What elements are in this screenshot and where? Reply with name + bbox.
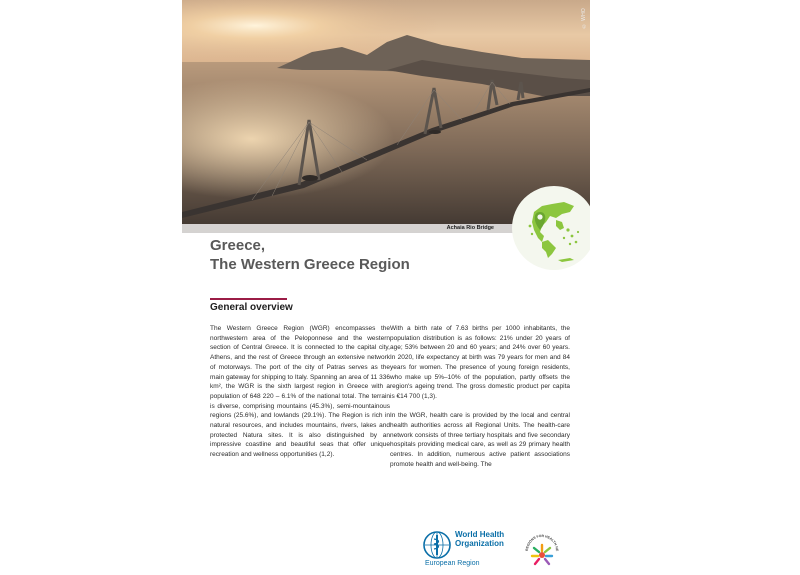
paragraph: The Western Greece Region (WGR) encompasses the northwestern area of the Peloponnese and the western section of Central Greece. It is connected to the capital city, Athens, and the rest of Greece through an extensive network of motorways. The port of the city of Patras serves as the main gateway for shipping to Italy. Spanning an area of 11 336 km², the WGR is the sixth largest region in Greece with a population of 648 220 – 6.1% of the national total. The terrain is diverse, comprising mountains (45.3%), semi-mountainous regions (25.6%), and lowlands (29.1%). The Region is rich in natural resources, and includes mountains, rivers, lakes and protected Natura sites. It is also distinguished by an impressive coastline and beautiful seas that offer unique recreation and wellness opportunities (1,2). — [210, 325, 390, 459]
greece-map-icon — [529, 202, 580, 262]
text-column-right — [390, 324, 570, 479]
paragraph: In the WGR, health care is provided by the local and central health authorities across all Regional Units. The health-care network consists of three tertiary hospitals and five secondary hospitals providing medical care, as well as 29 primary health centres. In addition, numerous active patient associations promote health and well-being. The — [390, 412, 570, 468]
title-line-2: The Western Greece Region — [210, 256, 410, 273]
region-map — [512, 186, 590, 270]
page-title — [210, 236, 410, 274]
photo-copyright: © WHO — [581, 8, 587, 29]
svg-text:REGIONS FOR HEALTH NETWORK: REGIONS FOR HEALTH NE — [524, 533, 560, 552]
regions-for-health-network-logo — [522, 529, 562, 573]
footer-logos — [182, 527, 590, 575]
who-emblem-icon — [422, 530, 452, 560]
text-column-left — [210, 324, 390, 470]
document-page — [182, 0, 590, 575]
title-line-1: Greece, — [210, 237, 266, 254]
photo-caption: Achaia Rio Bridge — [446, 225, 494, 231]
section-heading: General overview — [210, 302, 293, 313]
section-accent-rule — [210, 298, 287, 300]
who-logo-text: World Health Organization — [455, 530, 505, 548]
paragraph: With a birth rate of 7.63 births per 1000 inhabitants, the population distribution is as follows: 21% under 20 years of age; 53% between 20 and 60 years; and 24% over 60 years. In 2020, life expectancy at birth was 79 years for men and 84 years for women. The presence of young foreign residents, who make up 5%–10% of the population, partly offsets the region's ageing trend. The gross domestic product per capita is €14 700 (1,3). — [390, 325, 570, 400]
who-region-label: European Region — [425, 560, 480, 567]
